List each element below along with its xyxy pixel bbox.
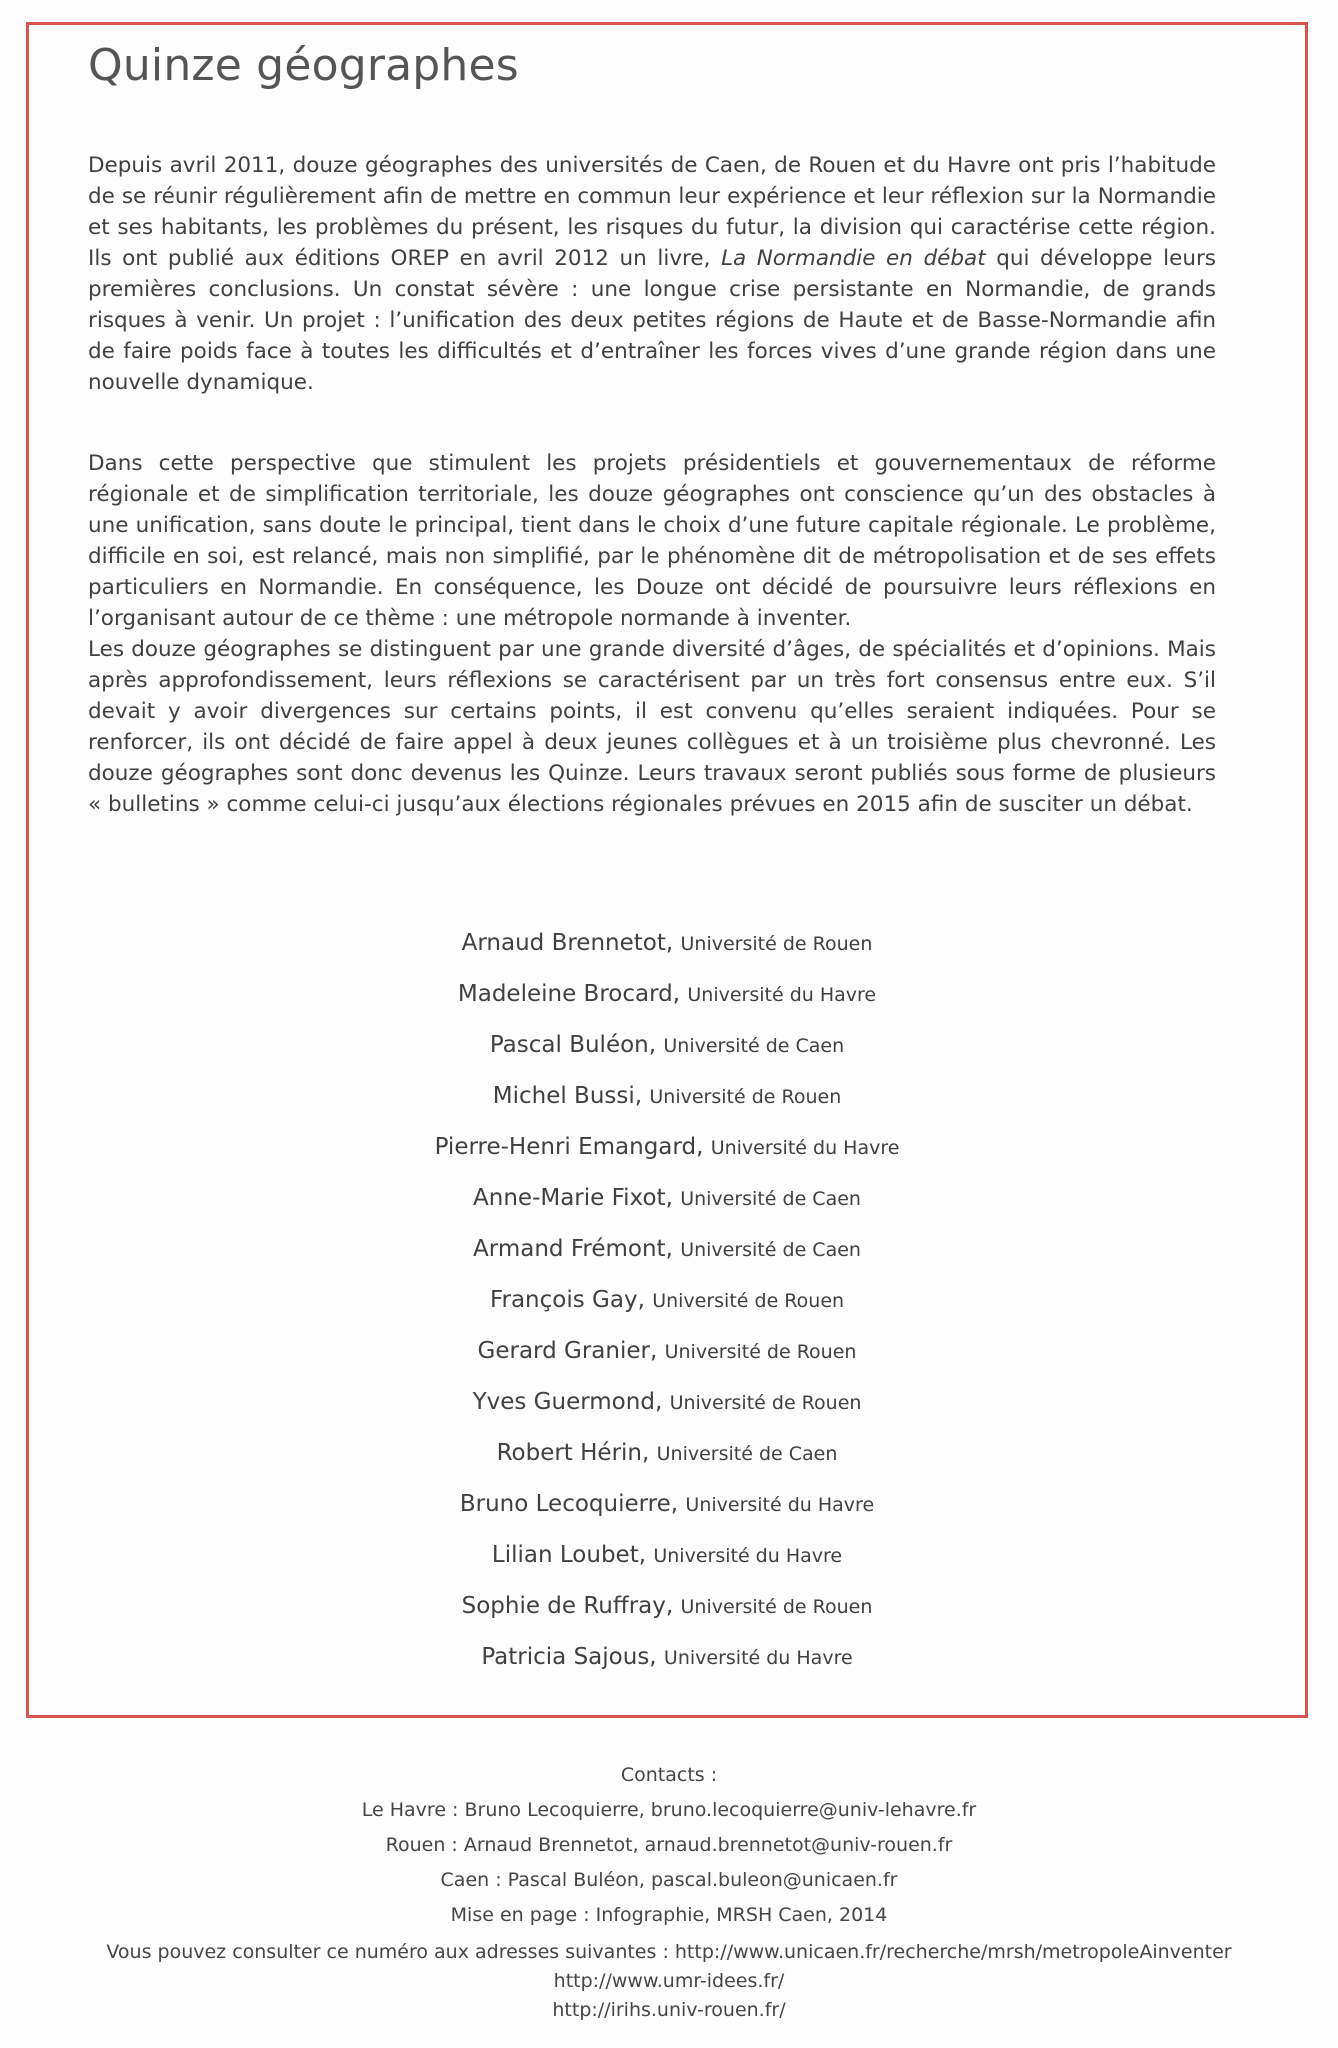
contact-le-havre: Le Havre : Bruno Lecoquierre, bruno.lecoquierre@univ-lehavre.fr (361, 1799, 977, 1821)
author-entry (26, 930, 1308, 981)
author-separator: , (665, 1185, 681, 1211)
author-university: Université du Havre (710, 1137, 900, 1159)
author-university: Université de Caen (663, 1035, 845, 1057)
author-university: Université de Rouen (680, 933, 873, 955)
consult-block (0, 1938, 1338, 2025)
author-name: Pascal Buléon (489, 1032, 649, 1058)
consult-url-1[interactable]: http://www.unicaen.fr/recherche/mrsh/metropoleAinventer (674, 1941, 1232, 1963)
author-entry (26, 1134, 1308, 1185)
author-name: Bruno Lecoquierre (459, 1491, 671, 1517)
consult-line (0, 1938, 1338, 1967)
author-entry (26, 1236, 1308, 1287)
author-separator: , (642, 1440, 657, 1466)
author-separator: , (665, 1236, 681, 1262)
author-name: Patricia Sajous (481, 1644, 650, 1670)
consult-url-2[interactable]: http://www.umr-idees.fr/ (553, 1970, 785, 1992)
author-university: Université de Rouen (669, 1392, 862, 1414)
contacts-heading: Contacts : (620, 1764, 718, 1786)
author-name: Anne-Marie Fixot (473, 1185, 666, 1211)
author-entry (26, 1338, 1308, 1389)
author-separator: , (696, 1134, 711, 1160)
author-entry (26, 1032, 1308, 1083)
author-entry (26, 1185, 1308, 1236)
author-university: Université de Rouen (649, 1086, 842, 1108)
author-entry (26, 981, 1308, 1032)
author-name: Sophie de Ruffray (461, 1593, 666, 1619)
page-title: Quinze géographes (88, 40, 519, 91)
contacts-block (0, 1758, 1338, 1933)
perspective-paragraph (88, 448, 1216, 820)
author-entry (26, 1389, 1308, 1440)
author-entry (26, 1542, 1308, 1593)
author-name: Arnaud Brennetot (461, 930, 666, 956)
author-university: Université de Caen (680, 1188, 861, 1210)
intro-text-before-book: Depuis avril 2011, douze géographes des universités de Caen, de Rouen et du Havre ont pris l’habitude de se réunir régulièrement afin de mettre en commun leur expérience et leur réflexion sur la Normandie et ses habitants, les problèmes du présent, les risques du futur, la division qui caractérise cette région. Ils ont publié aux éditions OREP en avril 2012 un livre, (88, 153, 1216, 271)
author-name: Lilian Loubet (491, 1542, 639, 1568)
author-name: Robert Hérin (496, 1440, 643, 1466)
author-university: Université de Rouen (664, 1341, 857, 1363)
author-university: Université de Rouen (652, 1290, 845, 1312)
author-entry (26, 1287, 1308, 1338)
intro-text-after-book: qui développe leurs premières conclusions. Un constat sévère : une longue crise persistante en Normandie, de grands risques à venir. Un projet : l’unification des deux petites régions de Haute et de Basse-Normandie afin de faire poids face à toutes les difficultés et d’entraîner les forces vives d’une grande région dans une nouvelle dynamique. (88, 246, 1216, 395)
layout-credit: Mise en page : Infographie, MRSH Caen, 2014 (450, 1904, 888, 1926)
author-separator: , (637, 1287, 653, 1313)
author-name: Madeleine Brocard (457, 981, 673, 1007)
author-separator: , (665, 930, 681, 956)
author-entry (26, 1440, 1308, 1491)
author-name: Pierre-Henri Emangard (434, 1134, 697, 1160)
book-title: La Normandie en débat (721, 246, 986, 271)
contact-rouen: Rouen : Arnaud Brennetot, arnaud.brennetot@univ-rouen.fr (385, 1834, 953, 1856)
author-separator: , (672, 981, 688, 1007)
consult-intro: Vous pouvez consulter ce numéro aux adresses suivantes : (106, 1941, 675, 1963)
author-entry (26, 1593, 1308, 1644)
perspective-text: Dans cette perspective que stimulent les projets présidentiels et gouvernementaux de réforme régionale et de simplification territoriale, les douze géographes ont conscience qu’un des obstacles à une unification, sans doute le principal, tient dans le choix d’une future capitale régionale. Le problème, difficile en soi, est relancé, mais non simplifié, par le phénomène dit de métropolisation et de ses effets particuliers en Normandie. En conséquence, les Douze ont décidé de poursuivre leurs réflexions en l’organisant autour de ce thème : une métropole normande à inventer. (88, 451, 1216, 631)
author-entry (26, 1491, 1308, 1542)
author-separator: , (638, 1542, 654, 1568)
author-university: Université du Havre (653, 1545, 843, 1567)
diversity-text: Les douze géographes se distinguent par une grande diversité d’âges, de spécialités et d’opinions. Mais après approfondissement, leurs réflexions se caractérisent par un très fort consensus entre eux. S’il devait y avoir divergences sur certains points, il est convenu qu’elles seraient indiquées. Pour se renforcer, ils ont décidé de faire appel à deux jeunes collègues et à un troisième plus chevronné. Les douze géographes sont donc devenus les Quinze. Leurs travaux seront publiés sous forme de plusieurs « bulletins » comme celui-ci jusqu’aux élections régionales prévues en 2015 afin de susciter un débat. (88, 637, 1216, 817)
author-name: Gerard Granier (477, 1338, 650, 1364)
author-entry (26, 1083, 1308, 1134)
author-separator: , (649, 1338, 665, 1364)
author-name: Armand Frémont (473, 1236, 666, 1262)
author-name: Michel Bussi (492, 1083, 635, 1109)
author-university: Université du Havre (663, 1647, 853, 1669)
author-university: Université de Caen (680, 1239, 861, 1261)
author-university: Université de Rouen (680, 1596, 873, 1618)
author-separator: , (634, 1083, 650, 1109)
author-separator: , (670, 1491, 686, 1517)
contact-caen: Caen : Pascal Buléon, pascal.buleon@unicaen.fr (440, 1869, 898, 1891)
author-entry (26, 1644, 1308, 1695)
author-separator: , (649, 1644, 664, 1670)
consult-url-3[interactable]: http://irihs.univ-rouen.fr/ (552, 1999, 786, 2021)
authors-list (26, 930, 1308, 1695)
author-name: Yves Guermond (472, 1389, 655, 1415)
author-separator: , (665, 1593, 681, 1619)
author-separator: , (648, 1032, 664, 1058)
author-university: Université du Havre (687, 984, 877, 1006)
author-name: François Gay (489, 1287, 638, 1313)
author-separator: , (654, 1389, 670, 1415)
intro-paragraph (88, 150, 1216, 398)
author-university: Université du Havre (685, 1494, 875, 1516)
author-university: Université de Caen (656, 1443, 838, 1465)
